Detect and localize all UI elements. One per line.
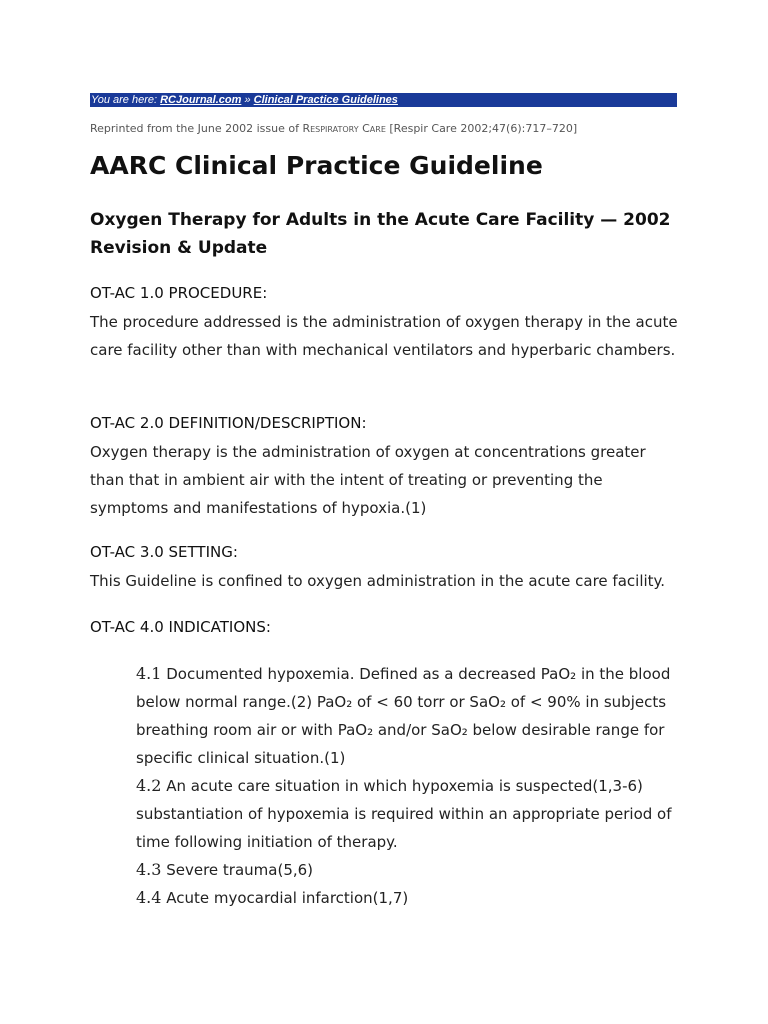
section-text-setting: This Guideline is confined to oxygen administration in the acute care facility. — [90, 572, 666, 590]
item-text: Acute myocardial infarction(1,7) — [166, 889, 409, 907]
breadcrumb — [90, 93, 677, 107]
section-text-procedure: The procedure addressed is the administration of oxygen therapy in the acute care facility other than with mechanical ventilators and hyperbaric chambers. — [90, 313, 678, 359]
section-heading-indications: OT-AC 4.0 INDICATIONS: — [90, 618, 271, 636]
list-item — [136, 884, 684, 912]
item-number: 4.1 — [136, 664, 162, 683]
item-number: 4.3 — [136, 860, 162, 879]
list-item — [136, 660, 684, 772]
section-heading-definition: OT-AC 2.0 DEFINITION/DESCRIPTION: — [90, 414, 367, 432]
breadcrumb-link-rcjournal[interactable]: RCJournal.com — [160, 94, 242, 106]
list-item — [136, 856, 684, 884]
reprint-notice — [90, 122, 577, 135]
breadcrumb-prefix: You are here: — [91, 94, 161, 106]
section-text-definition: Oxygen therapy is the administration of oxygen at concentrations greater than that in ambient air with the intent of treating or preventing the symptoms and manifestations of hypoxia.(1) — [90, 443, 646, 517]
breadcrumb-separator: » — [241, 94, 254, 106]
breadcrumb-link-guidelines[interactable]: Clinical Practice Guidelines — [253, 94, 398, 106]
reprint-citation: [Respir Care 2002;47(6):717–720] — [385, 122, 578, 135]
item-text: An acute care situation in which hypoxemia is suspected(1,3-6) substantiation of hypoxemia is required within an appropriate period of time following initiation of therapy. — [136, 777, 672, 851]
item-number: 4.2 — [136, 776, 162, 795]
list-item — [136, 772, 684, 856]
section-heading-setting: OT-AC 3.0 SETTING: — [90, 543, 238, 561]
item-text: Severe trauma(5,6) — [166, 861, 314, 879]
indications-list — [136, 660, 684, 912]
item-text: Documented hypoxemia. Defined as a decreased PaO₂ in the blood below normal range.(2) PaO₂ of < 60 torr or SaO₂ of < 90% in subjects breathing room air or with PaO₂ and/or SaO₂ below desirable range for specific clinical situation.(1) — [136, 665, 671, 767]
item-number: 4.4 — [136, 888, 162, 907]
journal-name: Respiratory Care — [302, 122, 386, 135]
section-heading-procedure: OT-AC 1.0 PROCEDURE: — [90, 284, 268, 302]
page-subtitle: Oxygen Therapy for Adults in the Acute Care Facility — 2002 Revision & Update — [90, 210, 671, 258]
reprint-prefix: Reprinted from the June 2002 issue of — [90, 122, 303, 135]
page-title: AARC Clinical Practice Guideline — [90, 151, 543, 180]
